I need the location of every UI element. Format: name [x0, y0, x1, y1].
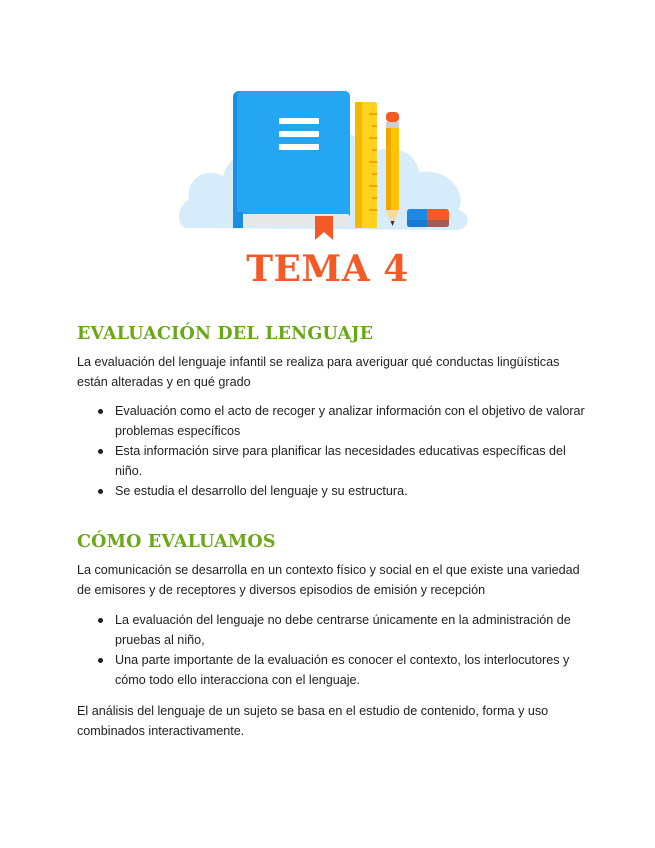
bullet-icon	[98, 409, 103, 414]
list-item-text: Evaluación como el acto de recoger y analizar información con el objetivo de valorar problemas específicos	[115, 404, 585, 438]
list-item-text: Esta información sirve para planificar las necesidades educativas específicas del niño.	[115, 444, 566, 478]
eraser-icon	[407, 209, 449, 227]
bullet-icon	[98, 618, 103, 623]
section-intro: La comunicación se desarrolla en un contexto físico y social en el que existe una variedad de emisores y de receptores y diversos episodios de emisión y recepción	[77, 563, 580, 597]
list-item	[77, 441, 587, 481]
list-item	[77, 481, 587, 501]
list-item-text: La evaluación del lenguaje no debe centrarse únicamente en la administración de pruebas al niño,	[115, 613, 571, 647]
bullet-icon	[98, 658, 103, 663]
document-body	[77, 324, 587, 741]
list-item	[77, 650, 587, 690]
page-title: TEMA 4	[246, 248, 409, 290]
pencil-icon	[386, 112, 399, 226]
ruler-icon	[355, 102, 377, 228]
bookmark-icon	[315, 216, 333, 240]
bullet-icon	[98, 449, 103, 454]
list-item	[77, 610, 587, 650]
section-como-evaluamos	[77, 532, 587, 741]
section-closing: El análisis del lenguaje de un sujeto se basa en el estudio de contenido, forma y uso combinados interactivamente.	[77, 704, 549, 738]
section-evaluacion	[77, 324, 587, 501]
study-illustration	[175, 68, 475, 243]
list-item-text: Se estudia el desarrollo del lenguaje y su estructura.	[115, 484, 408, 498]
section-heading: EVALUACIÓN DEL LENGUAJE	[77, 324, 374, 344]
bullet-icon	[98, 489, 103, 494]
section-intro: La evaluación del lenguaje infantil se realiza para averiguar qué conductas lingüísticas están alteradas y en qué grado	[77, 355, 560, 389]
list-item-text: Una parte importante de la evaluación es conocer el contexto, los interlocutores y cómo todo ello interacciona con el lenguaje.	[115, 653, 570, 687]
list-item	[77, 401, 587, 441]
bullet-list	[77, 401, 587, 501]
book-icon	[233, 91, 350, 228]
bullet-list	[77, 610, 587, 690]
section-heading: CÓMO EVALUAMOS	[77, 532, 276, 552]
